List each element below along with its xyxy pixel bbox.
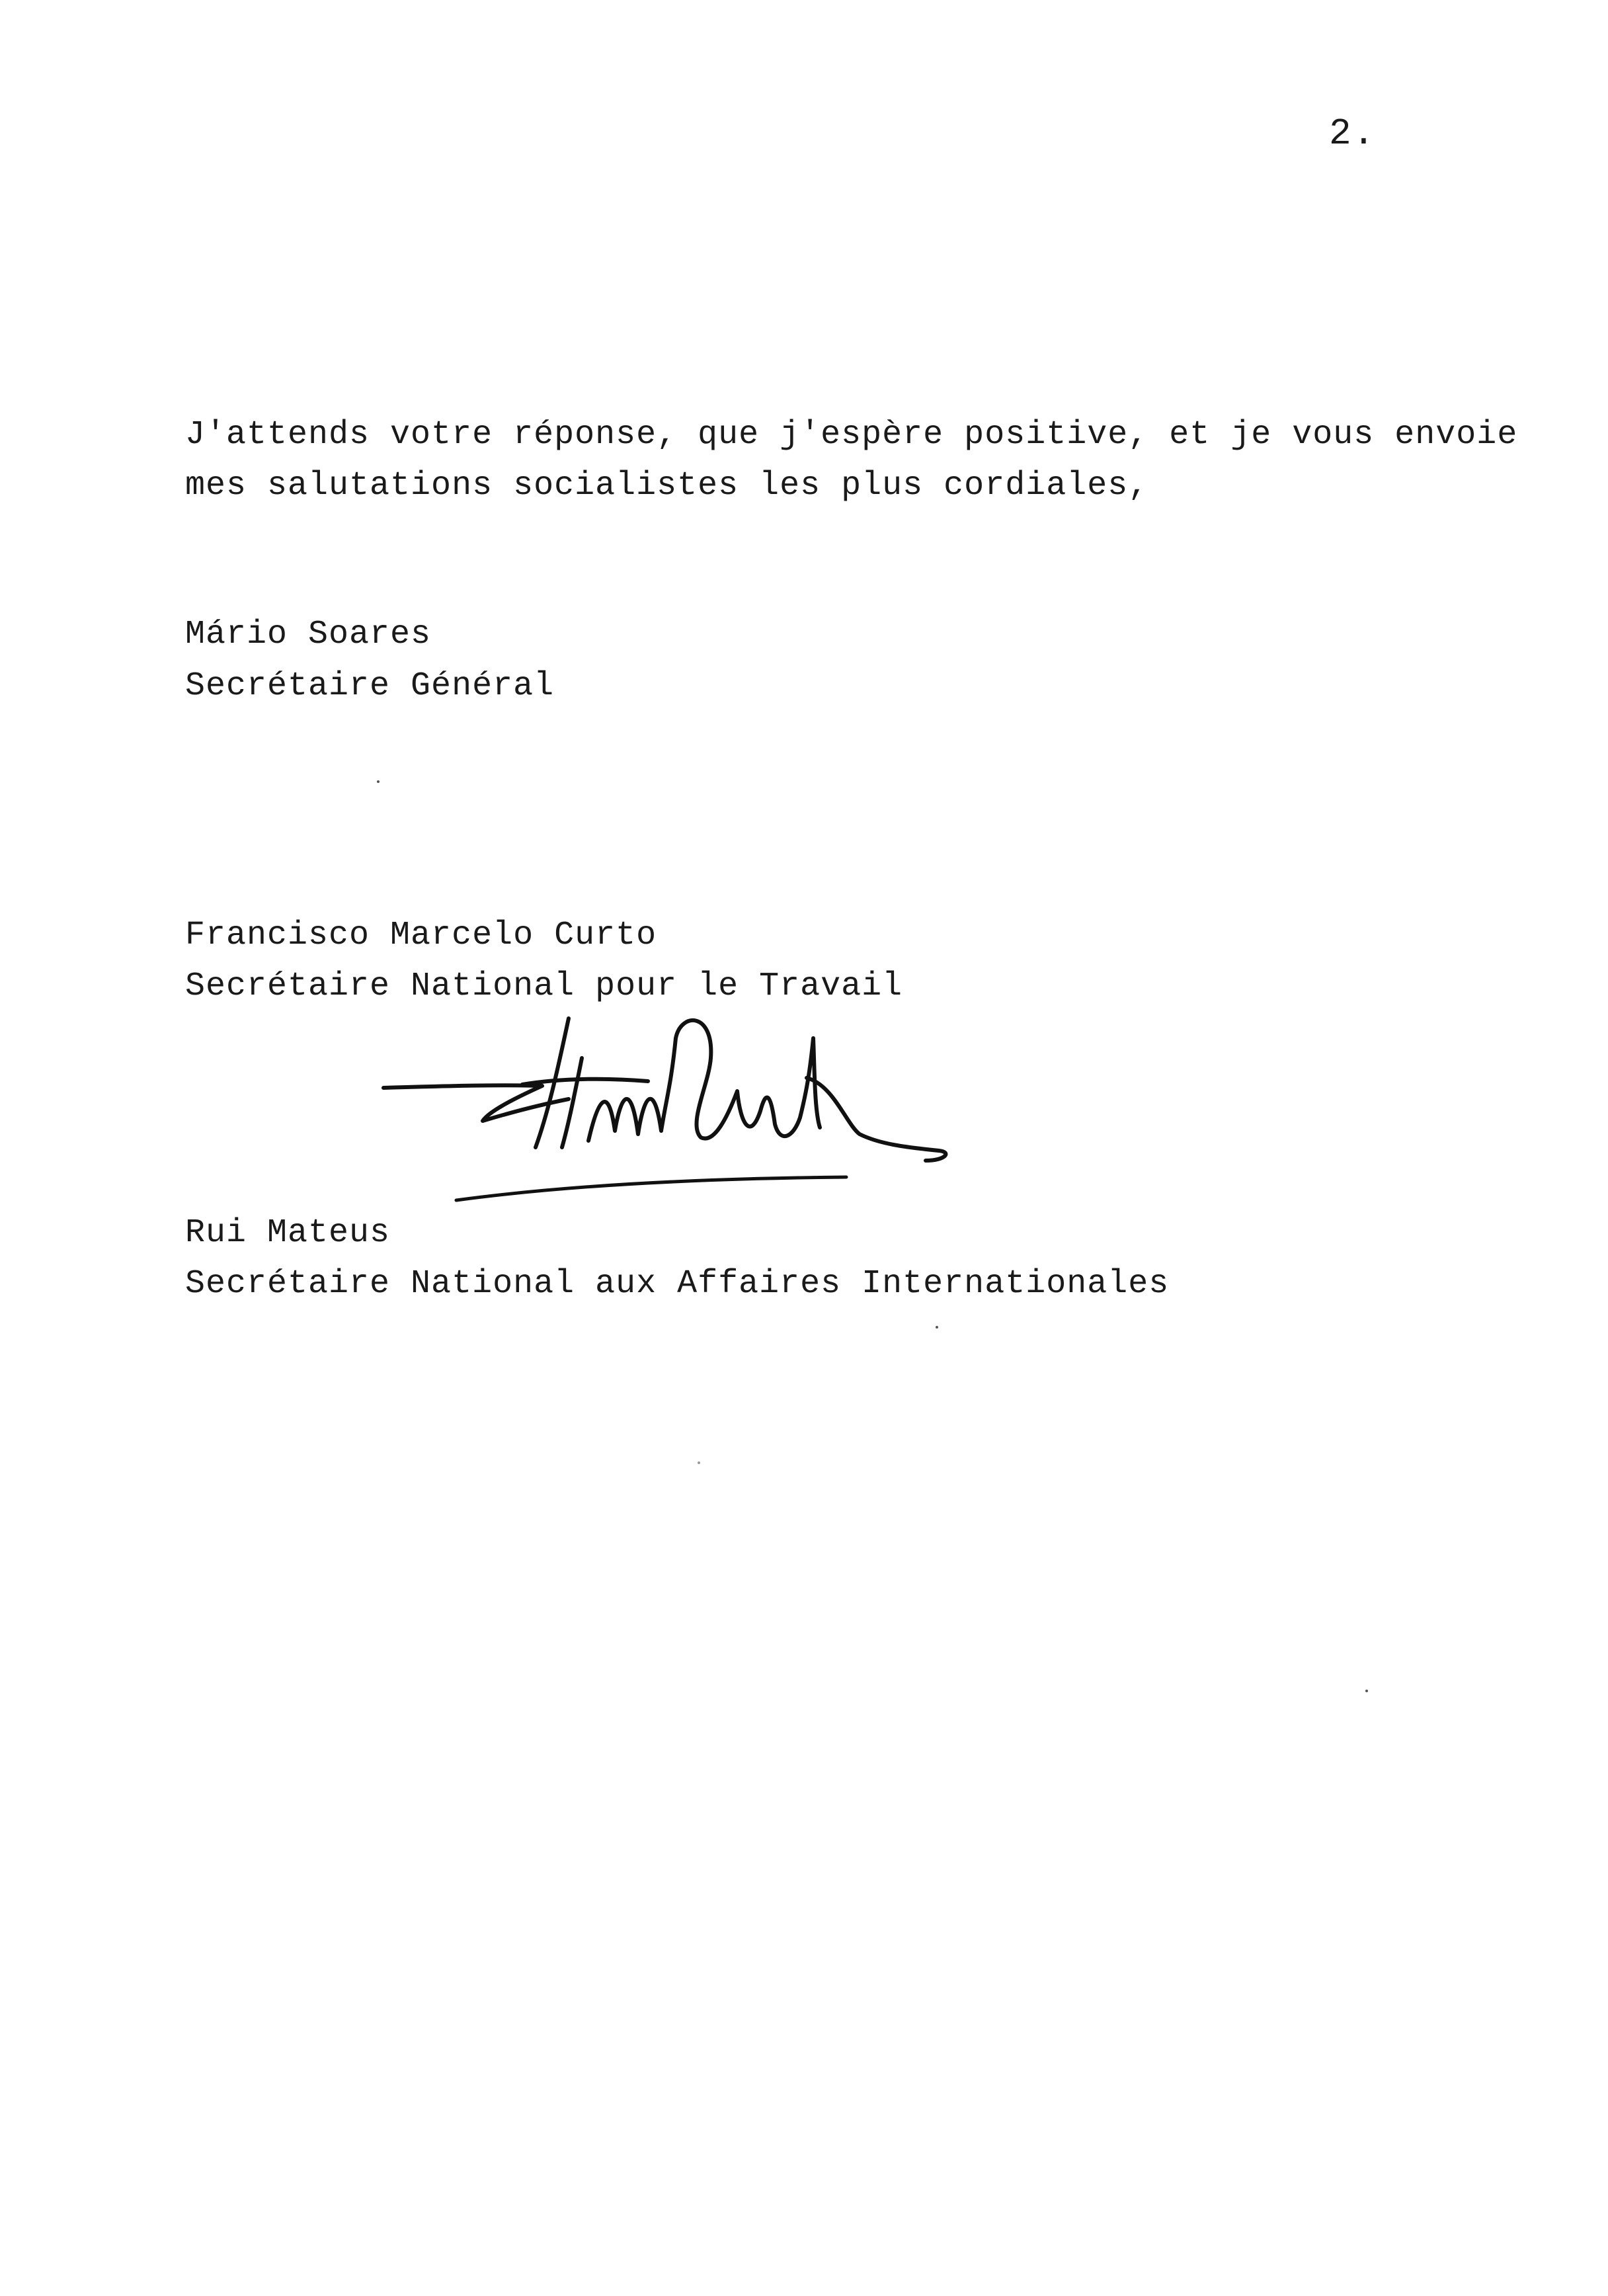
body-line-1: J'attends votre réponse, que j'espère positive, et je vous envoie: [185, 416, 1518, 454]
scan-speck: [698, 1461, 700, 1464]
signatory-name-mateus: Rui Mateus: [185, 1214, 391, 1252]
handwritten-signature-icon: [370, 1012, 965, 1210]
scan-speck: [936, 1326, 938, 1329]
signatory-title-soares: Secrétaire Général: [185, 667, 555, 705]
signatory-title-mateus: Secrétaire National aux Affaires Internationales: [185, 1265, 1170, 1303]
signatory-title-curto: Secrétaire National pour le Travail: [185, 967, 903, 1005]
page-number: 2.: [1329, 112, 1377, 155]
body-line-2: mes salutations socialistes les plus cordiales,: [185, 467, 1149, 505]
scan-speck: [1365, 1690, 1368, 1692]
signatory-name-soares: Mário Soares: [185, 616, 432, 653]
scan-speck: [377, 780, 380, 783]
signatory-name-curto: Francisco Marcelo Curto: [185, 917, 657, 954]
